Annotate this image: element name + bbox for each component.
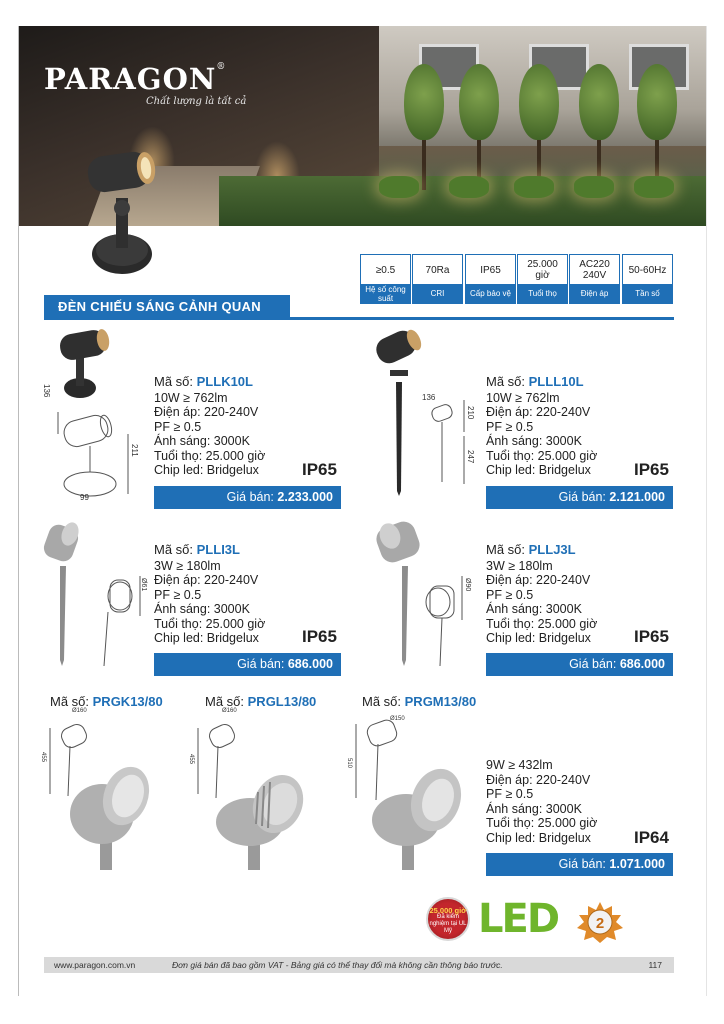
spec-line: Tuổi thọ: 25.000 giờ bbox=[154, 448, 266, 463]
spec-line: Tuổi thọ: 25.000 giờ bbox=[486, 448, 598, 463]
product-code-line bbox=[154, 543, 265, 558]
product-code: PLLK10L bbox=[196, 374, 253, 389]
spec-line: 9W ≥ 432lm bbox=[486, 758, 553, 772]
spec-line: Tuổi thọ: 25.000 giờ bbox=[486, 816, 598, 830]
spec-line: Chip led: Bridgelux bbox=[486, 631, 591, 645]
spec-voltage bbox=[569, 254, 620, 304]
price-bar bbox=[154, 653, 341, 676]
spec-line: PF ≥ 0.5 bbox=[486, 787, 534, 801]
spec-line: PF ≥ 0.5 bbox=[154, 587, 202, 602]
dim-label: Ø160 bbox=[222, 708, 237, 714]
dim-label: 136 bbox=[422, 393, 436, 402]
spec-lifespan bbox=[517, 254, 568, 304]
spec-line: Chip led: Bridgelux bbox=[154, 463, 259, 477]
product-photo-prgk13-80 bbox=[40, 708, 160, 874]
dim-label: 510 bbox=[346, 758, 352, 769]
code-prefix: Mã số: bbox=[50, 694, 90, 709]
product-photo-pllk10l bbox=[56, 326, 112, 402]
product-code-line bbox=[154, 375, 265, 390]
price-value: 1.071.000 bbox=[609, 857, 665, 871]
product-info-pllj3l bbox=[486, 543, 597, 646]
warranty-years: 2 bbox=[595, 915, 605, 932]
product-info-plll10l bbox=[486, 375, 597, 478]
spec-label: Cấp bảo vệ bbox=[466, 284, 515, 303]
footer-note: Đơn giá bán đã bao gồm VAT - Bảng giá có thể thay đổi mà không cần thông báo trước. bbox=[172, 960, 503, 970]
product-code: PRGL13/80 bbox=[247, 694, 317, 709]
product-code-label-prgl bbox=[205, 694, 316, 709]
dim-label: 455 bbox=[40, 752, 46, 763]
led-logo: LED bbox=[478, 896, 559, 942]
product-info-pllk10l bbox=[154, 375, 265, 478]
hedge bbox=[574, 176, 614, 198]
dim-label: 211 bbox=[130, 444, 139, 457]
hero-spotlight-image bbox=[82, 146, 160, 276]
spec-line: 3W ≥ 180lm bbox=[154, 558, 221, 573]
badge-note: Đã kiểm nghiệm tại UL Mỹ bbox=[429, 914, 467, 934]
spec-line: Tuổi thọ: 25.000 giờ bbox=[154, 616, 266, 631]
dim-label: 136 bbox=[42, 384, 51, 398]
spec-line: Ánh sáng: 3000K bbox=[486, 434, 582, 448]
dim-label: 210 bbox=[466, 406, 475, 420]
price-bar bbox=[154, 486, 341, 509]
spec-line: 3W ≥ 180lm bbox=[486, 558, 553, 573]
price-prefix: Giá bán: bbox=[558, 857, 606, 871]
spec-label: Điện áp bbox=[570, 284, 619, 303]
ip-rating: IP65 bbox=[302, 460, 337, 479]
code-prefix: Mã số: bbox=[362, 694, 402, 709]
hedge bbox=[514, 176, 554, 198]
hedge bbox=[379, 176, 419, 198]
spec-line: 10W ≥ 762lm bbox=[154, 390, 228, 405]
paragon-logo: PARAGON® bbox=[44, 62, 227, 96]
tree bbox=[579, 64, 619, 140]
spec-value: 25.000 giờ bbox=[527, 259, 558, 281]
product-photo-prgl13-80 bbox=[188, 708, 318, 874]
spec-ip-rating bbox=[465, 254, 516, 304]
ip-rating: IP65 bbox=[302, 627, 337, 646]
lifespan-badge bbox=[426, 897, 470, 941]
product-code-label-prgm bbox=[362, 694, 476, 709]
price-bar bbox=[486, 486, 673, 509]
badge-hours: 25.000 giờ bbox=[429, 906, 467, 915]
spec-value: 70Ra bbox=[425, 264, 450, 276]
price-value: 2.121.000 bbox=[609, 490, 665, 504]
spec-line: Ánh sáng: 3000K bbox=[486, 602, 582, 616]
hedge bbox=[634, 176, 674, 198]
spec-label: CRI bbox=[413, 284, 462, 303]
spec-cri bbox=[412, 254, 463, 304]
product-code-label-prgk bbox=[50, 694, 163, 709]
dim-label: Ø150 bbox=[390, 716, 405, 722]
spec-line: Điện áp: 220-240V bbox=[486, 772, 591, 787]
product-code: PRGM13/80 bbox=[404, 694, 477, 709]
section-title: ĐÈN CHIẾU SÁNG CẢNH QUAN bbox=[44, 295, 290, 319]
price-bar bbox=[486, 853, 673, 876]
dim-label: Ø90 bbox=[464, 578, 471, 592]
tree bbox=[404, 64, 444, 140]
code-prefix: Mã số: bbox=[154, 374, 194, 389]
spec-line: 10W ≥ 762lm bbox=[486, 390, 560, 405]
code-prefix: Mã số: bbox=[154, 542, 194, 557]
price-prefix: Giá bán: bbox=[226, 490, 274, 504]
spec-value: IP65 bbox=[480, 264, 501, 276]
spec-line: Chip led: Bridgelux bbox=[154, 631, 259, 645]
spec-frequency bbox=[622, 254, 673, 304]
dim-label: 455 bbox=[188, 754, 194, 765]
tree bbox=[459, 64, 499, 140]
ip-rating: IP65 bbox=[634, 627, 669, 646]
tree bbox=[637, 64, 677, 140]
price-value: 2.233.000 bbox=[277, 490, 333, 504]
hedge bbox=[449, 176, 489, 198]
price-prefix: Giá bán: bbox=[558, 490, 606, 504]
price-bar bbox=[486, 653, 673, 676]
product-drawing-plll10l bbox=[420, 392, 476, 490]
product-code: PLLJ3L bbox=[528, 542, 576, 557]
spec-label: Hệ số công suất bbox=[361, 284, 410, 303]
spec-line: PF ≥ 0.5 bbox=[154, 419, 202, 434]
dim-label: Ø61 bbox=[140, 578, 147, 592]
product-code: PRGK13/80 bbox=[92, 694, 163, 709]
product-code-line bbox=[486, 543, 597, 558]
spec-value: 50-60Hz bbox=[628, 264, 667, 276]
product-info-plli3l bbox=[154, 543, 265, 646]
code-prefix: Mã số: bbox=[205, 694, 245, 709]
spec-line: PF ≥ 0.5 bbox=[486, 419, 534, 434]
footer-bar bbox=[44, 957, 674, 973]
product-photo-prgm13-80 bbox=[344, 714, 474, 874]
spec-value: ≥0.5 bbox=[375, 264, 396, 276]
spec-line: PF ≥ 0.5 bbox=[486, 587, 534, 602]
spec-power-factor bbox=[360, 254, 411, 304]
spec-label: Tần số bbox=[623, 284, 672, 303]
footer-website-link[interactable]: www.paragon.com.vn bbox=[54, 960, 136, 970]
spec-line: Điện áp: 220-240V bbox=[154, 405, 259, 419]
price-value: 686.000 bbox=[619, 657, 665, 671]
code-prefix: Mã số: bbox=[486, 374, 526, 389]
spec-value: AC220 240V bbox=[579, 259, 610, 281]
product-code-line bbox=[486, 375, 597, 390]
spec-label: Tuổi thọ bbox=[518, 284, 567, 303]
ip-rating: IP65 bbox=[634, 460, 669, 479]
price-value: 686.000 bbox=[287, 657, 333, 671]
price-prefix: Giá bán: bbox=[569, 657, 617, 671]
brand-slogan: Chất lượng là tất cả bbox=[146, 96, 247, 107]
product-code: PLLL10L bbox=[528, 374, 584, 389]
spec-line: Điện áp: 220-240V bbox=[154, 573, 259, 587]
spec-line: Chip led: Bridgelux bbox=[486, 830, 591, 845]
spec-line: Ánh sáng: 3000K bbox=[486, 801, 582, 816]
dim-label: 247 bbox=[466, 450, 475, 464]
spec-line: Tuổi thọ: 25.000 giờ bbox=[486, 616, 598, 631]
tree-trunk bbox=[422, 138, 426, 190]
ip-rating: IP64 bbox=[634, 828, 669, 847]
spec-line: Chip led: Bridgelux bbox=[486, 463, 591, 477]
product-drawing-pllk10l bbox=[42, 384, 142, 502]
product-photo-plli3l bbox=[40, 520, 150, 670]
spec-line: Ánh sáng: 3000K bbox=[154, 602, 250, 616]
spec-line: Điện áp: 220-240V bbox=[486, 405, 591, 419]
product-info-prg bbox=[486, 758, 597, 845]
page-number: 117 bbox=[648, 960, 662, 970]
product-photo-pllj3l bbox=[372, 520, 482, 670]
spec-line: Điện áp: 220-240V bbox=[486, 573, 591, 587]
dim-label: 99 bbox=[80, 493, 89, 502]
dim-label: Ø160 bbox=[72, 708, 87, 714]
warranty-badge-icon bbox=[574, 900, 626, 944]
product-code: PLLI3L bbox=[196, 542, 240, 557]
tree bbox=[519, 64, 559, 140]
spec-line: Ánh sáng: 3000K bbox=[154, 434, 250, 448]
price-prefix: Giá bán: bbox=[237, 657, 285, 671]
code-prefix: Mã số: bbox=[486, 542, 526, 557]
